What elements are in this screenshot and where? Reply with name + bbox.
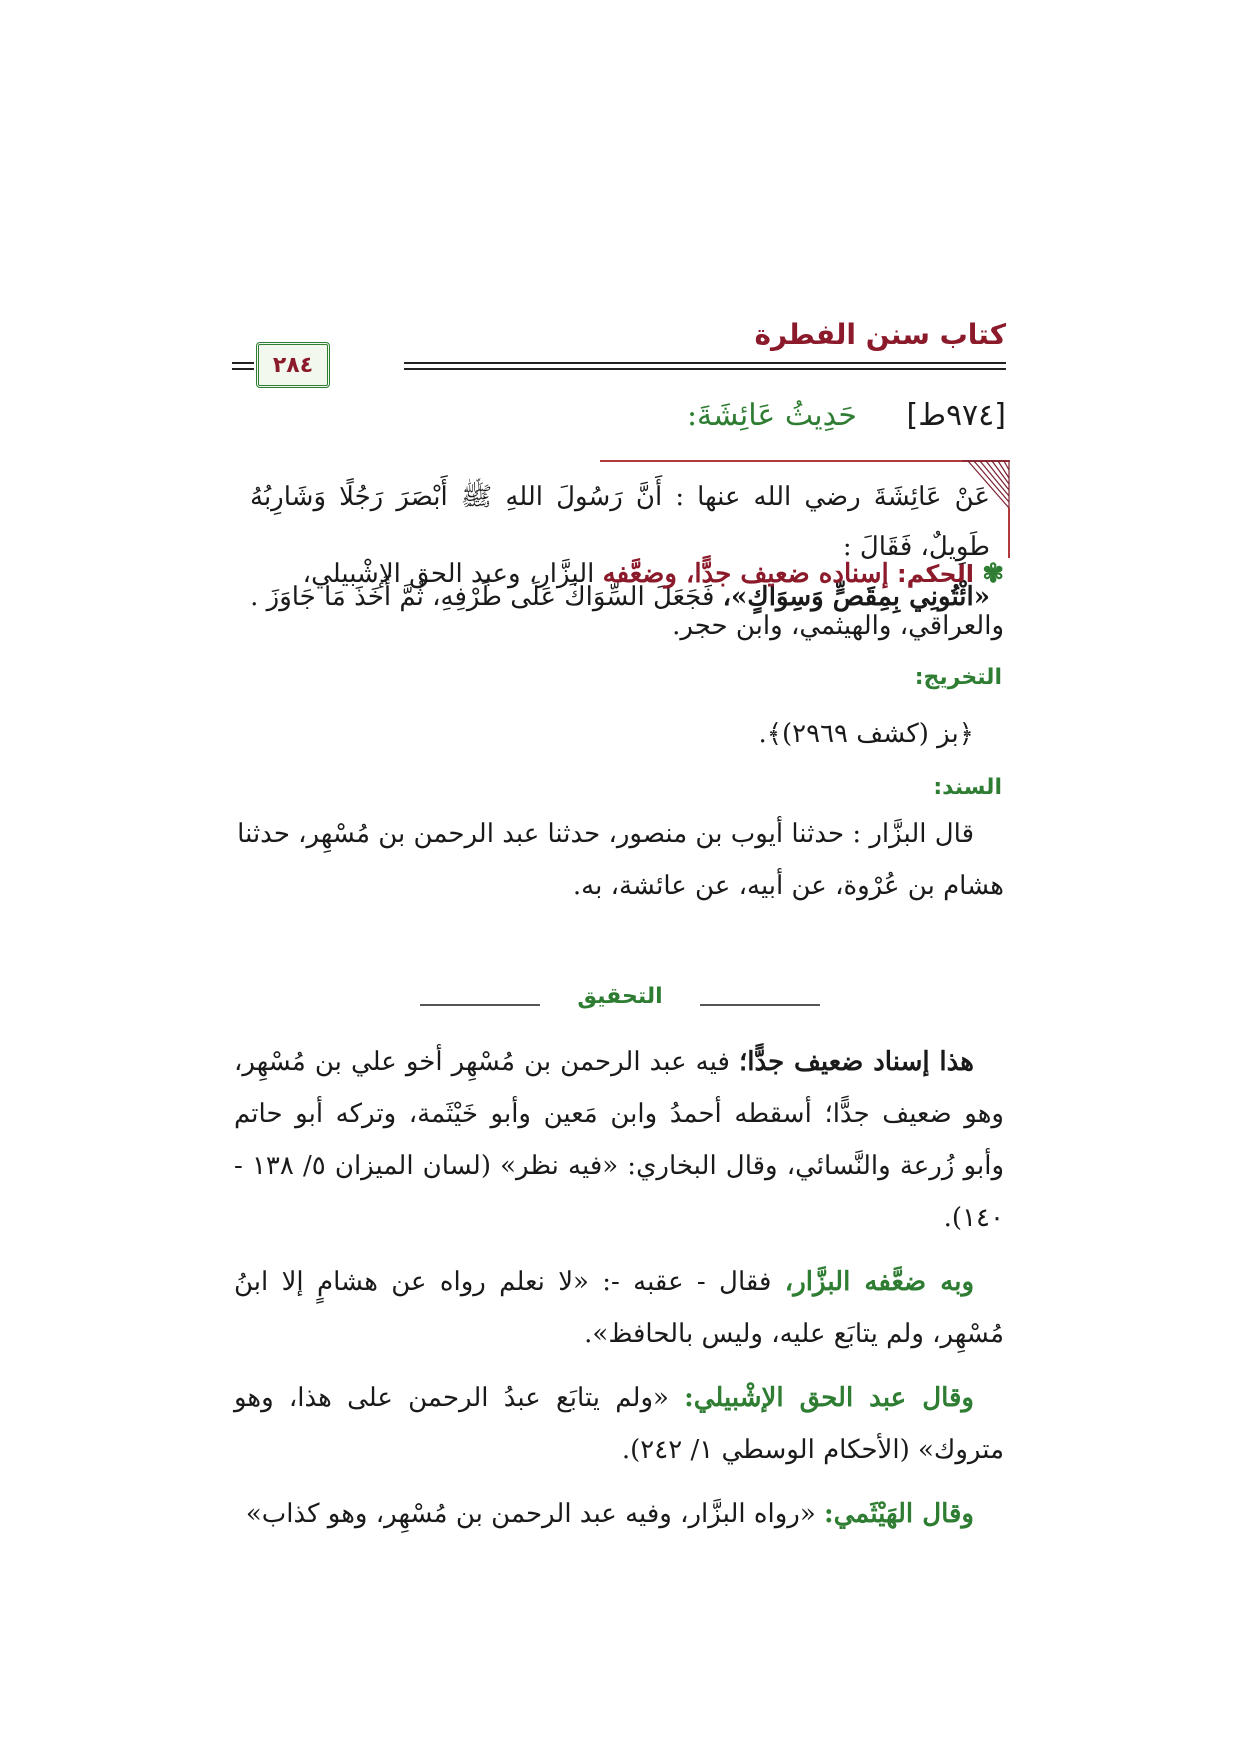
tahqiq-paragraph: وقال الهَيْثَمي: «رواه البزَّار، وفيه عبد الرحمن بن مُسْهِر، وهو كذاب» [245, 1499, 974, 1529]
header-rule [232, 368, 254, 370]
hadith-text-rest: فَجَعَلَ السِّوَاكَ عَلَى طَرْفِهِ، ثُمَّ أَخَذَ مَا جَاوَزَ . [250, 582, 723, 612]
hadith-title: حَدِيثُ عَائِشَةَ: [686, 398, 857, 433]
sanad-section [234, 808, 1004, 912]
page-header [232, 318, 1006, 378]
tahqiq-paragraph: هذا إسناد ضعيف جدًّا؛ فيه عبد الرحمن بن مُسْهِر أخو علي بن مُسْهِر، وهو ضعيف جدًّا؛ أسقطه أحمدُ وابن مَعين وأبو خَيْثَمة، وتركه أبو حاتم وأبو زُرعة والنَّسائي، وقال البخاري: «فيه نظر» (لسان الميزان ٥/ ١٣٨ - ١٤٠). [234, 1047, 1004, 1233]
header-rule [232, 362, 254, 364]
hadith-number: [٩٧٤ط] [906, 398, 1006, 433]
prophet-quote: «ائْتُونِي بِمِقَصٍّ وَسِوَاكٍ»، [722, 582, 990, 612]
hukm-section [234, 548, 1004, 652]
hadith-text-line: عَنْ عَائِشَةَ رضي الله عنها : أَنَّ رَسُولَ اللهِ ﷺ أَبْصَرَ رَجُلًا وَشَارِبُهُ طَوِيلٌ، فَقَالَ : [250, 482, 990, 562]
hukm-verdict: إسناده ضعيف جدًّا، وضعَّفه [602, 559, 889, 589]
matn-frame-rule [600, 460, 1010, 462]
sanad-line: هشام بن عُرْوة، عن أبيه، عن عائشة، به. [572, 871, 1004, 901]
book-title: كتاب سنن الفطرة [754, 318, 1006, 351]
tahqiq-label: التحقيق [577, 984, 663, 1009]
section-divider [420, 984, 820, 1024]
sanad-label-block [232, 760, 1002, 814]
sanad-label: السند: [933, 775, 1002, 800]
hukm-line [234, 548, 1004, 600]
hadith-heading [687, 398, 1006, 433]
takhrij-label: التخريج: [914, 665, 1002, 690]
tahqiq-paragraph: وبه ضعَّفه البزَّار، فقال - عقبه -: «لا نعلم رواه عن هشامٍ إلا ابنُ مُسْهِر، ولم يتابَع عليه، وليس بالحافظ». [234, 1267, 1004, 1349]
page-number: ٢٨٤ [256, 342, 330, 388]
tahqiq-paragraph: وقال عبد الحق الإشْبيلي: «ولم يتابَع عبدُ الرحمن على هذا، وهو متروك» (الأحكام الوسطي ١/ ٢٤٢). [234, 1383, 1004, 1465]
takhrij-text: ﴿بز (كشف ٢٩٦٩)﴾. [758, 719, 974, 749]
hukm-label: الحكم: [897, 560, 974, 588]
matn-frame-rule [1008, 508, 1010, 558]
hukm-text: البزَّار، وعبد الحق الإشْبيلي، [302, 559, 603, 589]
takhrij-section [232, 650, 1002, 760]
header-rule [404, 362, 1006, 364]
sanad-line: قال البزَّار : حدثنا أيوب بن منصور، حدثنا عبد الرحمن بن مُسْهِر، حدثنا [237, 819, 974, 849]
flower-ornament-icon: ✾ [982, 559, 1004, 589]
tahqiq-section [234, 1036, 1004, 1540]
hukm-line: والعراقي، والهيثمي، وابن حجر. [672, 611, 1004, 641]
divider-line [420, 1004, 540, 1006]
header-rule [404, 368, 1006, 370]
divider-line [700, 1004, 820, 1006]
